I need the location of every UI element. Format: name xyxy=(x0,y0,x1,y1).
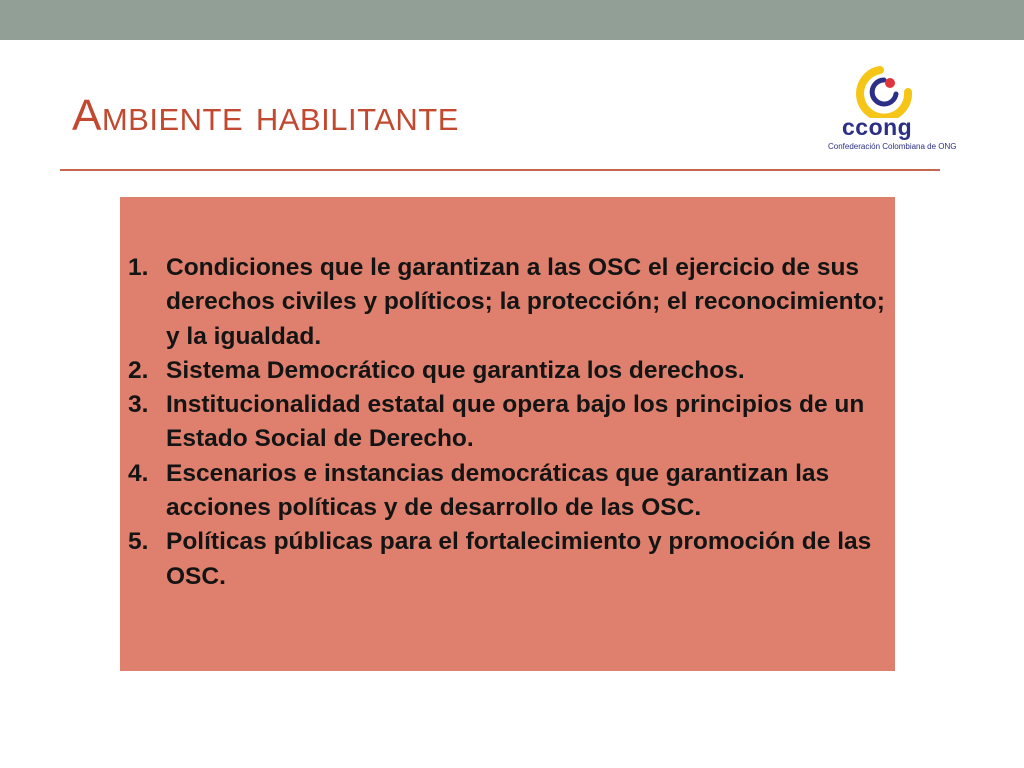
list-item-number: 5. xyxy=(128,528,149,556)
list-item xyxy=(128,251,888,354)
list-item xyxy=(128,457,888,526)
title-divider xyxy=(60,169,940,171)
list-item-number: 3. xyxy=(128,391,149,419)
ccong-logo xyxy=(824,62,957,156)
logo-wordmark: ccong xyxy=(842,114,913,140)
slide-title: Ambiente habilitante xyxy=(72,91,459,140)
top-band xyxy=(0,0,1024,40)
list-item xyxy=(128,354,888,388)
list-item-number: 1. xyxy=(128,254,149,281)
list-item-text: Escenarios e instancias democráticas que garantizan las acciones políticas y de desarrollo de las OSC. xyxy=(166,459,830,522)
list-item-number: 2. xyxy=(128,356,149,384)
list-item-text: Políticas públicas para el fortalecimiento y promoción de las OSC. xyxy=(166,528,872,590)
list-item xyxy=(128,525,888,594)
list-item-text: Condiciones que le garantizan a las OSC el ejercicio de sus derechos civiles y políticos; la protección; el reconocimiento; y la igualdad. xyxy=(166,254,885,350)
list-item-number: 4. xyxy=(128,459,149,487)
logo-tagline: Confederación Colombiana de ONG xyxy=(828,142,957,151)
list-item xyxy=(128,388,888,457)
list-item-text: Sistema Democrático que garantiza los derechos. xyxy=(166,356,745,384)
list-item-text: Institucionalidad estatal que opera bajo los principios de un Estado Social de Derecho. xyxy=(166,391,865,453)
numbered-list xyxy=(128,251,888,594)
ccong-logo-mark-icon xyxy=(846,62,916,118)
